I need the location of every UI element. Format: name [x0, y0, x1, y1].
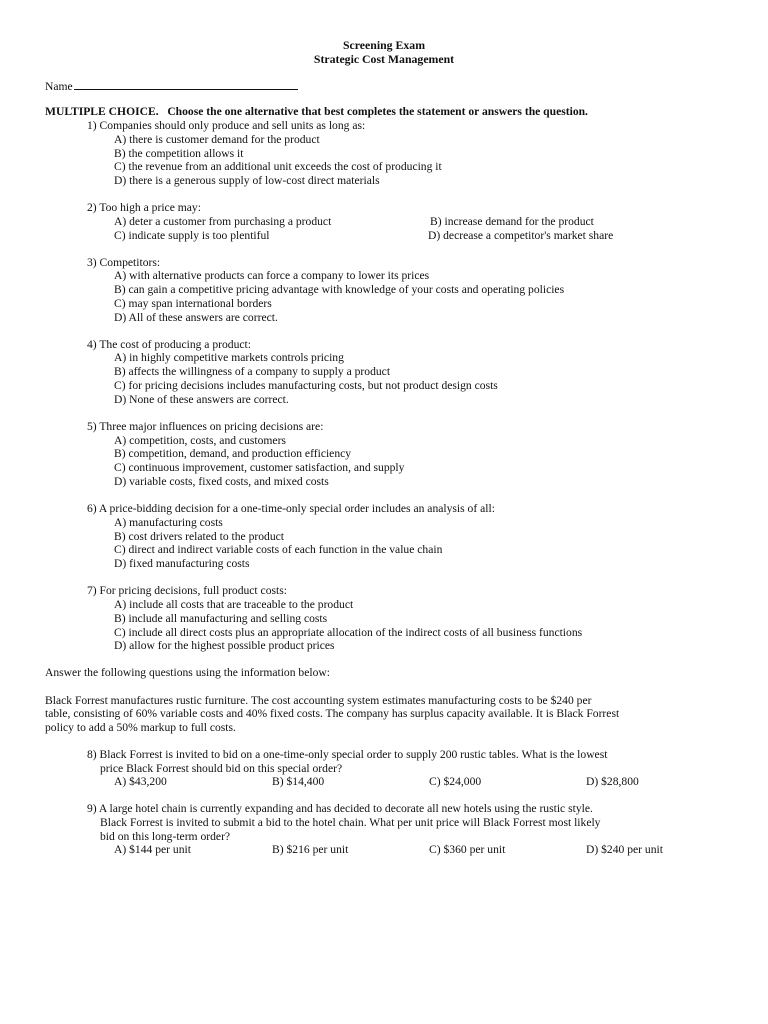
instructions — [45, 105, 588, 119]
question-9-option-b: B) $216 per unit — [272, 843, 349, 856]
question-1-option-b: B) the competition allows it — [114, 147, 244, 160]
question-5-option-c: C) continuous improvement, customer satisfaction, and supply — [114, 461, 405, 474]
scenario-line-2: table, consisting of 60% variable costs and 40% fixed costs. The company has surplus capacity available. It is Black Forrest — [45, 707, 620, 720]
question-8-option-b: B) $14,400 — [272, 775, 325, 788]
question-7-option-b: B) include all manufacturing and selling costs — [114, 612, 328, 625]
question-8-option-c: C) $24,000 — [429, 775, 482, 788]
question-1-option-a: A) there is customer demand for the product — [114, 133, 320, 146]
question-2-option-c: C) indicate supply is too plentiful — [114, 229, 270, 242]
exam-title: Screening Exam — [342, 38, 426, 52]
question-3-option-d: D) All of these answers are correct. — [114, 311, 278, 324]
question-9-option-d: D) $240 per unit — [586, 843, 663, 856]
question-8-option-a: A) $43,200 — [114, 775, 167, 788]
question-2-stem: 2) Too high a price may: — [87, 201, 201, 214]
question-7-stem: 7) For pricing decisions, full product costs: — [87, 584, 287, 597]
question-3-stem: 3) Competitors: — [87, 256, 161, 269]
question-4-option-a: A) in highly competitive markets controls pricing — [114, 351, 344, 364]
instructions-lead: MULTIPLE CHOICE. — [45, 105, 159, 118]
question-4-option-c: C) for pricing decisions includes manufacturing costs, but not product design costs — [114, 379, 498, 392]
question-6-option-d: D) fixed manufacturing costs — [114, 557, 250, 570]
name-field — [45, 78, 298, 94]
name-blank-line — [74, 78, 298, 90]
question-1-stem: 1) Companies should only produce and sell units as long as: — [87, 119, 366, 132]
question-3-option-a: A) with alternative products can force a company to lower its prices — [114, 269, 430, 282]
question-1-option-d: D) there is a generous supply of low-cost direct materials — [114, 174, 380, 187]
question-8-stem-line-2: price Black Forrest should bid on this special order? — [100, 762, 343, 775]
question-7-option-d: D) allow for the highest possible product prices — [114, 639, 335, 652]
question-6-stem: 6) A price-bidding decision for a one-time-only special order includes an analysis of all: — [87, 502, 495, 515]
info-intro: Answer the following questions using the information below: — [45, 666, 330, 679]
question-5-option-b: B) competition, demand, and production efficiency — [114, 447, 352, 460]
exam-subtitle: Strategic Cost Management — [313, 52, 455, 66]
question-3-option-c: C) may span international borders — [114, 297, 272, 310]
question-2-option-a: A) deter a customer from purchasing a product — [114, 215, 332, 228]
scenario-line-3: policy to add a 50% markup to full costs. — [45, 721, 236, 734]
question-5-stem: 5) Three major influences on pricing decisions are: — [87, 420, 324, 433]
question-7-option-c: C) include all direct costs plus an appropriate allocation of the indirect costs of all business functions — [114, 626, 583, 639]
question-9-option-a: A) $144 per unit — [114, 843, 191, 856]
question-8-stem-line-1: 8) Black Forrest is invited to bid on a one-time-only special order to supply 200 rustic tables. What is the lowest — [87, 748, 608, 761]
question-9-stem-line-1: 9) A large hotel chain is currently expanding and has decided to decorate all new hotels using the rustic style. — [87, 802, 593, 815]
question-6-option-c: C) direct and indirect variable costs of each function in the value chain — [114, 543, 443, 556]
question-1-option-c: C) the revenue from an additional unit exceeds the cost of producing it — [114, 160, 442, 173]
question-4-option-b: B) affects the willingness of a company to supply a product — [114, 365, 391, 378]
question-8-option-d: D) $28,800 — [586, 775, 639, 788]
question-2-option-b: B) increase demand for the product — [430, 215, 594, 228]
question-9-stem-line-3: bid on this long-term order? — [100, 830, 231, 843]
question-6-option-a: A) manufacturing costs — [114, 516, 223, 529]
question-2-option-d: D) decrease a competitor's market share — [428, 229, 614, 242]
question-4-stem: 4) The cost of producing a product: — [87, 338, 251, 351]
question-4-option-d: D) None of these answers are correct. — [114, 393, 289, 406]
name-label: Name — [45, 80, 73, 93]
question-9-option-c: C) $360 per unit — [429, 843, 506, 856]
question-9-stem-line-2: Black Forrest is invited to submit a bid to the hotel chain. What per unit price will Black Forrest most likely — [100, 816, 601, 829]
question-7-option-a: A) include all costs that are traceable to the product — [114, 598, 354, 611]
instructions-text: Choose the one alternative that best completes the statement or answers the question. — [167, 105, 588, 118]
question-6-option-b: B) cost drivers related to the product — [114, 530, 284, 543]
scenario-line-1: Black Forrest manufactures rustic furniture. The cost accounting system estimates manufacturing costs to be $240 per — [45, 694, 592, 707]
question-5-option-a: A) competition, costs, and customers — [114, 434, 286, 447]
question-5-option-d: D) variable costs, fixed costs, and mixed costs — [114, 475, 329, 488]
question-3-option-b: B) can gain a competitive pricing advantage with knowledge of your costs and operating policies — [114, 283, 565, 296]
